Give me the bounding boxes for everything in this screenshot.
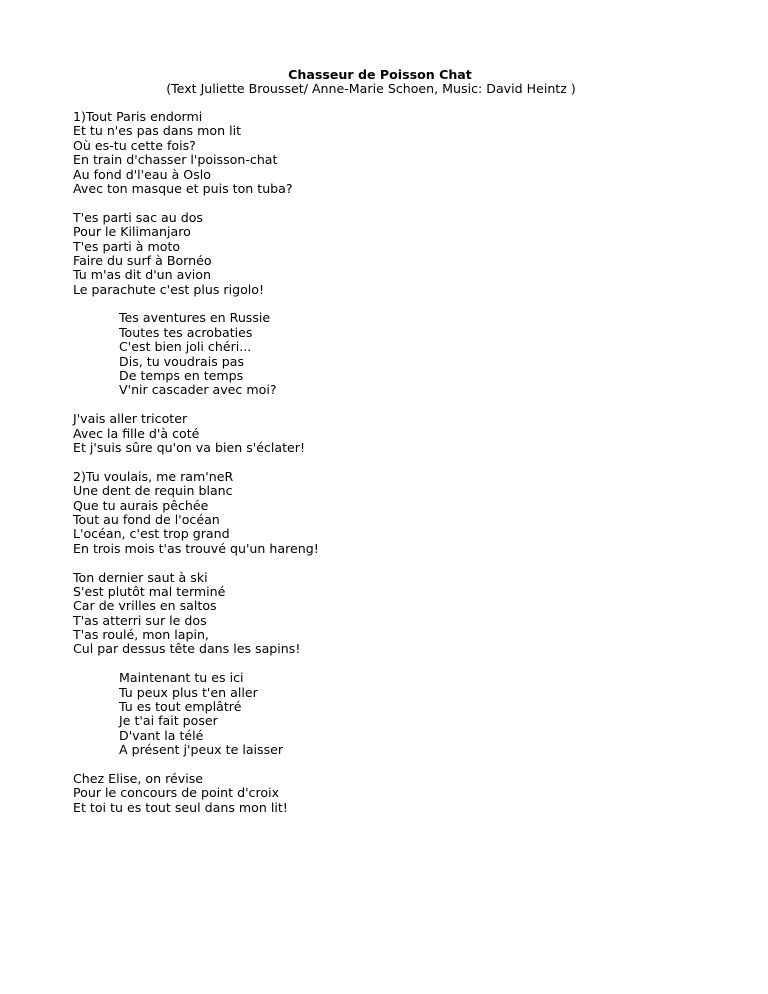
lyric-line: T'as roulé, mon lapin, bbox=[73, 627, 209, 643]
lyric-line: J'vais aller tricoter bbox=[73, 411, 188, 427]
lyric-line: Tu peux plus t'en aller bbox=[119, 684, 258, 700]
lyric-line: En train d'chasser l'poisson-chat bbox=[73, 152, 278, 168]
lyric-line: 1)Tout Paris endormi bbox=[73, 109, 203, 124]
lyric-line: Pour le Kilimanjaro bbox=[73, 224, 191, 240]
lyric-line: Tes aventures en Russie bbox=[119, 310, 271, 326]
stanza-4 bbox=[73, 470, 753, 556]
lyric-line: T'as atterri sur le dos bbox=[73, 612, 207, 628]
lyric-line: A présent j'peux te laisser bbox=[119, 742, 284, 758]
lyric-line: Toutes tes acrobaties bbox=[119, 324, 253, 340]
lyrics-body bbox=[73, 110, 753, 830]
lyric-line: Le parachute c'est plus rigolo! bbox=[73, 281, 265, 297]
stanza-1 bbox=[73, 110, 753, 196]
lyric-line: T'es parti à moto bbox=[73, 238, 181, 254]
chorus-1 bbox=[73, 311, 753, 397]
lyric-line: Pour le concours de point d'croix bbox=[73, 785, 280, 801]
lyric-line: S'est plutôt mal terminé bbox=[73, 583, 226, 599]
lyric-line: L'océan, c'est trop grand bbox=[73, 526, 230, 542]
song-credits: (Text Juliette Brousset/ Anne-Marie Schoen, Music: David Heintz ) bbox=[166, 81, 576, 96]
lyric-line: Et tu n'es pas dans mon lit bbox=[73, 123, 242, 139]
lyric-line: Maintenant tu es ici bbox=[119, 670, 244, 686]
stanza-6 bbox=[73, 772, 753, 815]
lyric-line: Cul par dessus tête dans les sapins! bbox=[73, 641, 301, 657]
lyric-line: V'nir cascader avec moi? bbox=[119, 382, 277, 398]
lyric-line: C'est bien joli chéri... bbox=[119, 339, 252, 355]
lyric-line: Tout au fond de l'océan bbox=[73, 511, 220, 527]
lyric-line: Je t'ai fait poser bbox=[119, 713, 218, 729]
lyric-line: Chez Elise, on révise bbox=[73, 770, 204, 786]
stanza-3 bbox=[73, 412, 753, 455]
lyric-line: Dis, tu voudrais pas bbox=[119, 353, 245, 369]
lyric-line: Tu es tout emplâtré bbox=[119, 699, 242, 715]
lyric-line: D'vant la télé bbox=[119, 727, 204, 743]
lyric-line: Avec la fille d'à coté bbox=[73, 425, 200, 441]
lyric-line: Avec ton masque et puis ton tuba? bbox=[73, 180, 293, 196]
lyric-line: Ton dernier saut à ski bbox=[73, 569, 208, 585]
chorus-2 bbox=[73, 671, 753, 757]
lyric-line: Et j'suis sûre qu'on va bien s'éclater! bbox=[73, 439, 306, 455]
lyric-line: T'es parti sac au dos bbox=[73, 209, 203, 225]
lyric-line: Tu m'as dit d'un avion bbox=[73, 267, 211, 283]
lyric-line: Que tu aurais pêchée bbox=[73, 497, 209, 513]
lyric-line: Au fond d'l'eau à Oslo bbox=[73, 166, 211, 182]
lyric-line: Et toi tu es tout seul dans mon lit! bbox=[73, 799, 288, 815]
lyric-line: Faire du surf à Bornéo bbox=[73, 252, 212, 268]
stanza-5 bbox=[73, 571, 753, 657]
song-title: Chasseur de Poisson Chat bbox=[288, 67, 472, 82]
lyric-line: 2)Tu voulais, me ram'neR bbox=[73, 468, 234, 484]
lyric-line: En trois mois t'as trouvé qu'un hareng! bbox=[73, 540, 319, 556]
lyric-line: De temps en temps bbox=[119, 368, 244, 384]
stanza-2 bbox=[73, 211, 753, 297]
lyric-line: Où es-tu cette fois? bbox=[73, 137, 196, 153]
lyric-line: Car de vrilles en saltos bbox=[73, 598, 217, 614]
lyric-line: Une dent de requin blanc bbox=[73, 483, 233, 499]
